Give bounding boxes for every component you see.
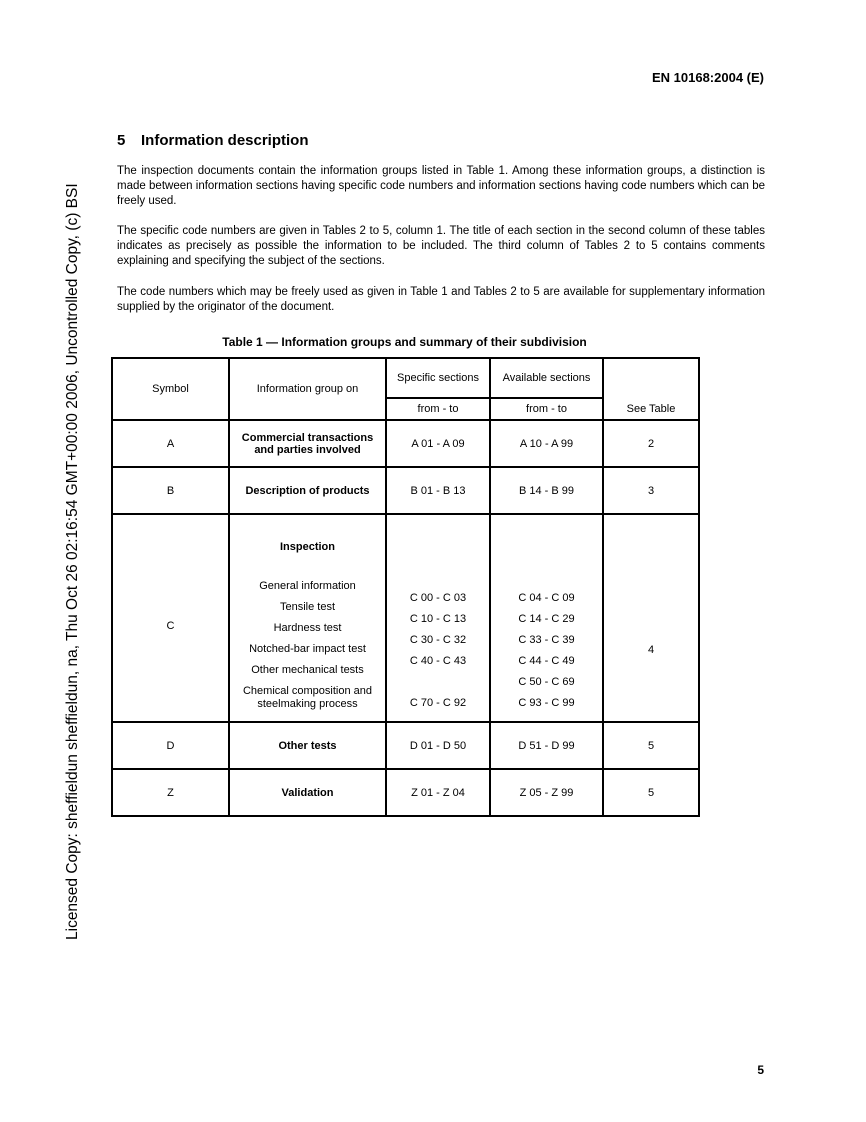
cell-group: Commercial transactions and parties involved	[229, 420, 386, 467]
header-specific: Specific sections	[386, 358, 490, 398]
table-row	[112, 722, 699, 769]
cell-group: Other tests	[229, 722, 386, 769]
sub-item-specific: C 70 - C 92	[409, 696, 467, 709]
cell-symbol: A	[112, 420, 229, 467]
cell-available: D 51 - D 99	[490, 722, 603, 769]
sub-item-available: C 50 - C 69	[518, 675, 575, 688]
cell-see-value: 4	[647, 644, 655, 656]
paragraph: The code numbers which may be freely used as given in Table 1 and Tables 2 to 5 are available for supplementary information supplied by the originator of the document.	[117, 286, 765, 313]
sub-item-available: C 93 - C 99	[518, 696, 575, 709]
section-title: Information description	[141, 132, 309, 149]
cell-available: B 14 - B 99	[490, 467, 603, 514]
sub-item-name: Chemical composition and steelmaking process	[242, 685, 372, 710]
cell-specific: Z 01 - Z 04	[386, 769, 490, 816]
cell-symbol: D	[112, 722, 229, 769]
table-row	[112, 769, 699, 816]
cell-symbol: B	[112, 467, 229, 514]
paragraph: The inspection documents contain the information groups listed in Table 1. Among these information groups, a distinction is made between information sections having specific code numbers and information sections having code numbers which can be freely used.	[117, 165, 765, 207]
cell-see	[603, 514, 699, 722]
cell-specific	[386, 514, 490, 722]
cell-group	[229, 514, 386, 722]
sub-item-available: C 33 - C 39	[518, 633, 575, 646]
header-from-to: from - to	[490, 398, 603, 420]
cell-specific: D 01 - D 50	[386, 722, 490, 769]
header-from-to: from - to	[386, 398, 490, 420]
section-number: 5	[117, 132, 126, 149]
information-groups-table	[111, 357, 700, 817]
sub-item-specific: C 40 - C 43	[409, 654, 467, 667]
header-available: Available sections	[490, 358, 603, 398]
cell-group: Description of products	[229, 467, 386, 514]
table-row	[112, 467, 699, 514]
table-caption: Table 1 — Information groups and summary of their subdivision	[222, 335, 587, 349]
cell-group: Validation	[229, 769, 386, 816]
cell-see: 5	[603, 769, 699, 816]
header-see-table: See Table	[603, 358, 699, 420]
license-watermark: Licensed Copy: sheffieldun sheffieldun, na, Thu Oct 26 02:16:54 GMT+00:00 2006, Uncontrolled Copy, (c) BSI	[64, 183, 81, 940]
sub-item-name: Other mechanical tests	[251, 664, 364, 676]
cell-available	[490, 514, 603, 722]
sub-item-specific: C 30 - C 32	[409, 633, 467, 646]
cell-group-title: Inspection	[279, 541, 335, 553]
cell-specific: A 01 - A 09	[386, 420, 490, 467]
table-row	[112, 420, 699, 467]
sub-item-specific	[387, 676, 489, 697]
cell-available: Z 05 - Z 99	[490, 769, 603, 816]
sub-item-name: General information	[259, 580, 356, 592]
section-heading	[117, 132, 309, 149]
header-symbol: Symbol	[112, 358, 229, 420]
sub-item-name: Tensile test	[279, 601, 336, 613]
header-group: Information group on	[229, 358, 386, 420]
table-header-row	[112, 358, 699, 398]
page-number: 5	[757, 1063, 764, 1077]
cell-symbol: Z	[112, 769, 229, 816]
sub-item-name: Notched-bar impact test	[249, 643, 366, 655]
document-id: EN 10168:2004 (E)	[651, 70, 764, 85]
cell-symbol: C	[112, 514, 229, 722]
cell-available: A 10 - A 99	[490, 420, 603, 467]
sub-item-available: C 14 - C 29	[518, 612, 575, 625]
table-row	[112, 514, 699, 722]
sub-item-name: Hardness test	[273, 622, 342, 634]
sub-item-specific: C 00 - C 03	[409, 591, 467, 604]
sub-item-available: C 44 - C 49	[518, 654, 575, 667]
sub-item-specific: C 10 - C 13	[409, 612, 467, 625]
cell-specific: B 01 - B 13	[386, 467, 490, 514]
cell-see: 3	[603, 467, 699, 514]
paragraph: The specific code numbers are given in Tables 2 to 5, column 1. The title of each section in the second column of these tables indicates as precisely as possible the information to be included. The third column of Tables 2 to 5 contains comments explaining and specifying the subject of the sections.	[117, 225, 765, 267]
sub-item-available: C 04 - C 09	[518, 591, 575, 604]
cell-see: 2	[603, 420, 699, 467]
cell-see: 5	[603, 722, 699, 769]
